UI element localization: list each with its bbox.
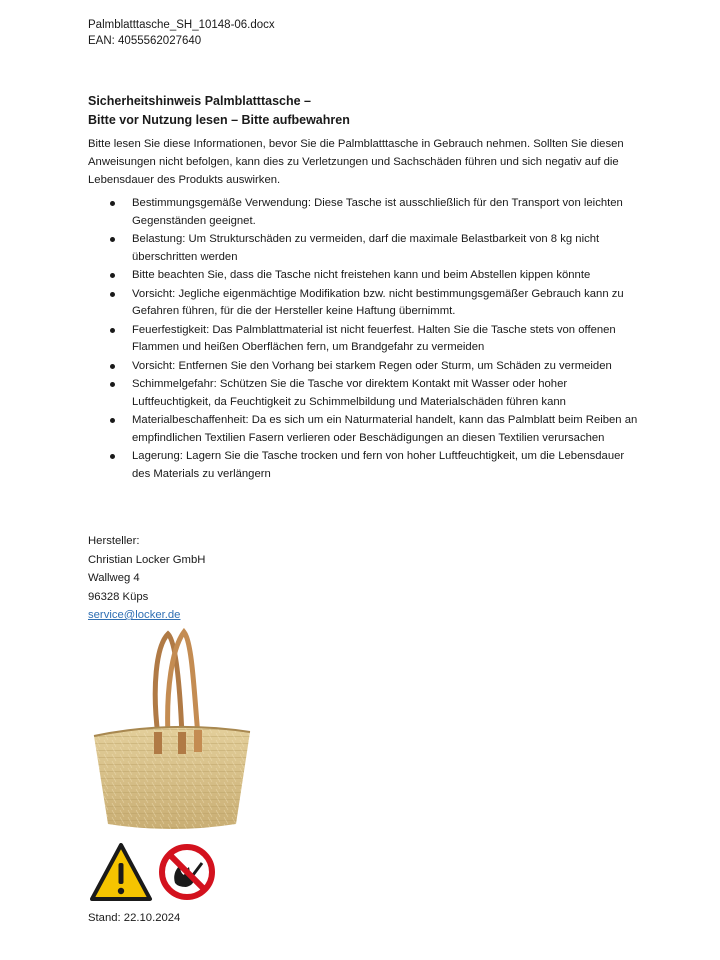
list-item-text: Lagerung: Lagern Sie die Tasche trocken und fern von hoher Luftfeuchtigkeit, um die Lebensdauer des Materials zu verlängern — [132, 450, 625, 480]
safety-symbols — [90, 843, 220, 903]
intro-paragraph: Bitte lesen Sie diese Informationen, bevor Sie die Palmblatttasche in Gebrauch nehmen. Sollten Sie diesen Anweisungen nicht befolgen, kann dies zu Verletzungen und Sachschäden führen und sich negativ auf die Lebensdauer des Produkts auswirken. — [88, 138, 624, 186]
bullet-icon — [110, 364, 115, 369]
ean-number: EAN: 4055562027640 — [88, 35, 202, 47]
list-item — [88, 412, 640, 447]
document-title — [88, 92, 350, 130]
list-item-text: Bitte beachten Sie, dass die Tasche nicht freistehen kann und beim Abstellen kippen könnte — [132, 269, 591, 281]
list-item-text: Vorsicht: Entfernen Sie den Vorhang bei starkem Regen oder Sturm, um Schäden zu vermeiden — [132, 359, 612, 372]
revision-date: Stand: 22.10.2024 — [88, 912, 181, 924]
manufacturer-city: 96328 Küps — [88, 590, 149, 603]
manufacturer-label: Hersteller: — [88, 535, 140, 547]
manufacturer-name: Christian Locker GmbH — [88, 553, 206, 566]
bullet-icon — [110, 454, 115, 459]
bullet-icon — [110, 382, 115, 387]
list-item — [88, 286, 640, 321]
warning-triangle-icon — [92, 845, 150, 899]
bullet-icon — [110, 418, 115, 423]
bullet-icon — [110, 328, 115, 333]
manufacturer-block — [88, 532, 205, 625]
list-item-text: Belastung: Um Strukturschäden zu vermeiden, darf die maximale Belastbarkeit von 8 kg nicht überschritten werden — [132, 233, 600, 263]
list-item — [88, 231, 640, 266]
manufacturer-street: Wallweg 4 — [88, 572, 140, 584]
list-item-text: Schimmelgefahr: Schützen Sie die Tasche vor direktem Kontakt mit Wasser oder hoher Luftfeuchtigkeit, da Feuchtigkeit zu Schimmelbildung und Materialschäden führen kann — [132, 378, 568, 408]
list-item-text: Bestimmungsgemäße Verwendung: Diese Tasche ist ausschließlich für den Transport von leichten Gegenständen geeignet. — [132, 197, 623, 227]
list-item-text: Feuerfestigkeit: Das Palmblattmaterial ist nicht feuerfest. Halten Sie die Tasche stets von offenen Flammen und heißen Oberflächen fern, um Brandgefahr zu vermeiden — [132, 323, 616, 353]
list-item — [88, 267, 640, 285]
list-item — [88, 358, 640, 376]
bullet-icon — [110, 237, 115, 242]
list-item — [88, 195, 640, 230]
bullet-icon — [110, 201, 115, 206]
title-line-1: Sicherheitshinweis Palmblatttasche – — [88, 94, 311, 108]
list-item — [88, 322, 640, 357]
bullet-icon — [110, 273, 115, 278]
document-header — [88, 17, 275, 49]
no-open-flame-icon — [162, 847, 212, 897]
bullet-icon — [110, 292, 115, 297]
list-item-text: Materialbeschaffenheit: Da es sich um ein Naturmaterial handelt, kann das Palmblatt beim Reiben an empfindlichen Textilien Fasern verlieren oder Beschädigungen an diesen Textilien verursachen — [132, 414, 638, 444]
list-item — [88, 376, 640, 411]
safety-list — [88, 195, 640, 484]
list-item — [88, 448, 640, 483]
manufacturer-email-link[interactable]: service@locker.de — [88, 609, 181, 621]
list-item-text: Vorsicht: Jegliche eigenmächtige Modifikation bzw. nicht bestimmungsgemäßer Gebrauch kann zu Gefahren führen, für die der Hersteller keine Haftung übernimmt. — [132, 287, 624, 317]
palm-leaf-basket-image — [86, 628, 256, 833]
title-line-2: Bitte vor Nutzung lesen – Bitte aufbewahren — [88, 113, 350, 127]
file-name: Palmblatttasche_SH_10148-06.docx — [88, 19, 275, 31]
